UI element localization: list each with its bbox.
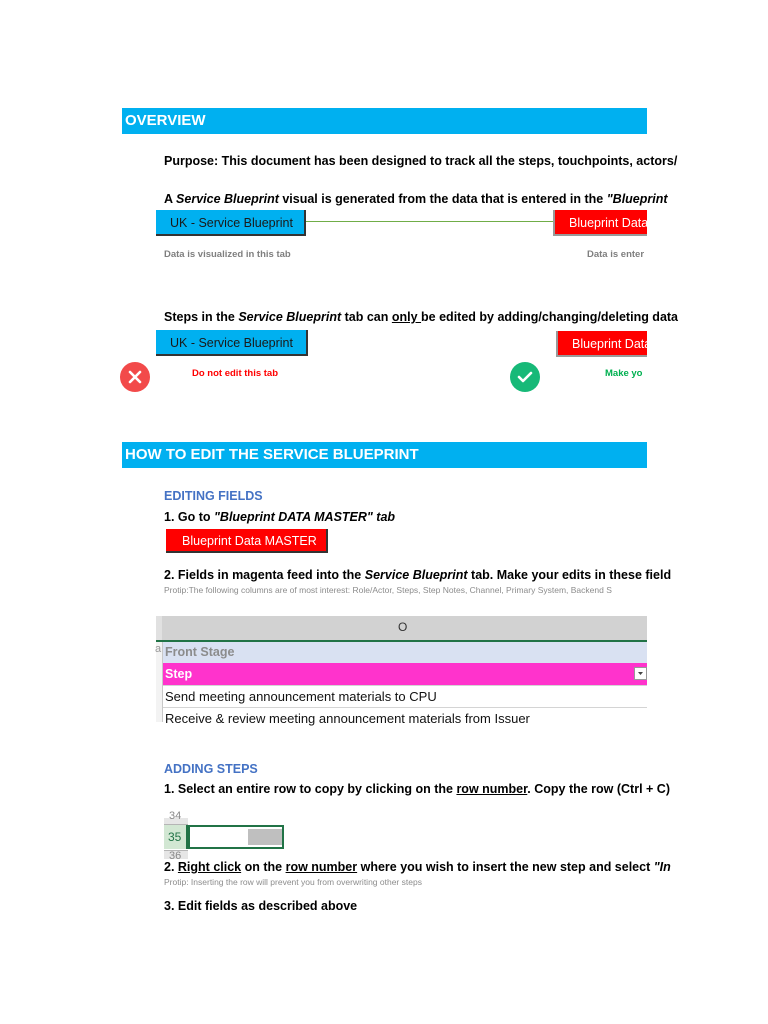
row-number-cell[interactable] xyxy=(164,825,188,849)
protip-columns: Protip:The following columns are of most interest: Role/Actor, Steps, Step Notes, Channel, Primary System, Backend S xyxy=(164,585,612,595)
row-send-text: Send meeting announcement materials to CPU xyxy=(165,689,437,704)
check-icon xyxy=(510,362,540,392)
blueprint-data-tab-2-label: Blueprint Data xyxy=(572,337,652,351)
blueprint-data-tab[interactable] xyxy=(553,210,647,236)
column-letter: O xyxy=(398,620,408,634)
x-icon xyxy=(120,362,150,392)
row-number-35: 35 xyxy=(168,830,182,844)
blueprint-data-tab-label: Blueprint Data xyxy=(569,216,649,230)
spreadsheet-snippet xyxy=(155,616,647,726)
uk-service-blueprint-tab-label: UK - Service Blueprint xyxy=(170,216,293,230)
chevron-down-icon xyxy=(635,668,646,679)
adding-step-2-a: 2. xyxy=(164,860,178,874)
steps-line-c: tab can xyxy=(341,310,392,324)
uk-service-blueprint-tab-2-label: UK - Service Blueprint xyxy=(170,336,293,350)
purpose-text: This document has been designed to track all the steps, touchpoints, actors/ xyxy=(218,154,678,168)
row-number-below[interactable] xyxy=(164,850,188,862)
editing-step-1-b: "Blueprint DATA MASTER" tab xyxy=(214,510,396,524)
make-your-edits-label: Make yo xyxy=(605,368,643,379)
adding-step-1 xyxy=(164,782,670,796)
row-step[interactable] xyxy=(163,663,647,685)
row-front-stage[interactable] xyxy=(163,642,647,663)
editing-step-1-a: 1. Go to xyxy=(164,510,214,524)
adding-steps-title: ADDING STEPS xyxy=(164,762,258,776)
selected-row-cells[interactable] xyxy=(188,825,284,849)
howto-header-text: HOW TO EDIT THE SERVICE BLUEPRINT xyxy=(125,446,419,463)
adding-step-1-c: . Copy the row (Ctrl + C) xyxy=(527,782,670,796)
row-number-snippet xyxy=(164,810,284,862)
overview-header xyxy=(122,108,647,134)
howto-header xyxy=(122,442,647,468)
blueprint-data-master-button-label: Blueprint Data MASTER xyxy=(182,534,317,548)
connector-line xyxy=(306,221,554,222)
adding-step-2-d: row number xyxy=(285,860,358,874)
adding-step-2-e: where you wish to insert the new step and select xyxy=(357,860,654,874)
protip-inserting: Protip: Inserting the row will prevent you from overwriting other steps xyxy=(164,877,422,887)
row-number-below-label: 36 xyxy=(169,850,182,862)
row-number-above-label: 34 xyxy=(169,810,182,822)
steps-line-b: Service Blueprint xyxy=(238,310,342,324)
adding-step-1-a: 1. Select an entire row to copy by clicking on the xyxy=(164,782,457,796)
column-header-bar xyxy=(156,616,647,642)
caption-entered: Data is enter xyxy=(587,249,645,260)
editing-step-2-b: Service Blueprint xyxy=(364,568,468,582)
generated-line-c: visual is generated from the data that is entered in the xyxy=(278,192,607,206)
blueprint-data-master-button[interactable] xyxy=(166,529,328,553)
row-receive[interactable] xyxy=(163,707,647,729)
adding-step-1-b: row number xyxy=(456,782,528,796)
generated-line-b: Service Blueprint xyxy=(176,192,279,206)
generated-line xyxy=(164,192,668,206)
filter-dropdown[interactable] xyxy=(634,667,647,680)
check-icon-glyph xyxy=(517,370,533,384)
row-receive-text: Receive & review meeting announcement materials from Issuer xyxy=(165,711,530,726)
purpose-label: Purpose: xyxy=(164,154,219,168)
editing-step-2-a: 2. Fields in magenta feed into the xyxy=(164,568,365,582)
row-step-text: Step xyxy=(165,667,193,681)
do-not-edit-label: Do not edit this tab xyxy=(192,368,279,379)
editing-fields-title: EDITING FIELDS xyxy=(164,489,263,503)
steps-line-e: be edited by adding/changing/deleting data xyxy=(421,310,679,324)
row-number-above[interactable] xyxy=(164,810,188,825)
uk-service-blueprint-tab-2[interactable] xyxy=(156,330,308,356)
left-fragment: a xyxy=(155,643,162,655)
steps-line-a: Steps in the xyxy=(164,310,239,324)
steps-line-d: only xyxy=(391,310,422,324)
generated-line-a: A xyxy=(164,192,177,206)
purpose-line xyxy=(164,154,678,168)
uk-service-blueprint-tab[interactable] xyxy=(156,210,306,236)
overview-header-text: OVERVIEW xyxy=(125,112,206,129)
adding-step-2-c: on the xyxy=(241,860,286,874)
editing-step-2-c: tab. Make your edits in these field xyxy=(467,568,672,582)
caption-visualized: Data is visualized in this tab xyxy=(164,249,291,260)
left-column-stub xyxy=(156,642,163,722)
editing-step-1 xyxy=(164,510,644,524)
steps-line xyxy=(164,310,679,324)
adding-step-2-b: Right click xyxy=(177,860,242,874)
x-icon-glyph xyxy=(128,370,142,384)
editing-step-2 xyxy=(164,568,672,582)
adding-step-2 xyxy=(164,860,671,874)
adding-step-3: 3. Edit fields as described above xyxy=(164,899,358,913)
row-front-stage-text: Front Stage xyxy=(165,645,235,659)
selected-row-shade xyxy=(248,829,282,845)
generated-line-d: "Blueprint xyxy=(606,192,668,206)
column-header-cell[interactable] xyxy=(162,616,647,640)
row-send[interactable] xyxy=(163,685,647,707)
adding-step-2-f: "In xyxy=(653,860,671,874)
blueprint-data-tab-2[interactable] xyxy=(556,331,652,357)
